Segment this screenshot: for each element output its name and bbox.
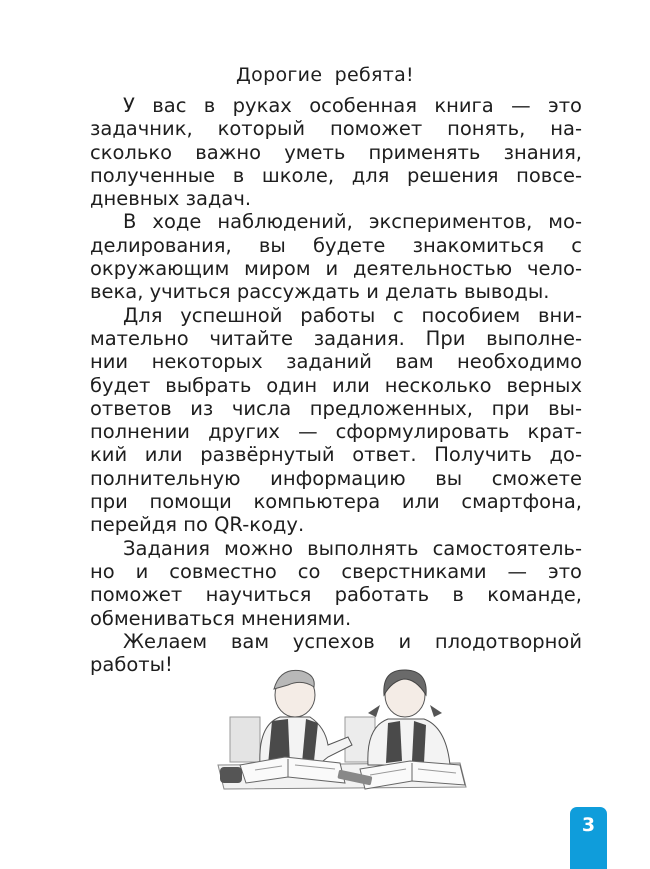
text-line: будет выбрать один или несколько верных xyxy=(90,373,582,397)
text-line: задачник, который поможет понять, на- xyxy=(90,117,582,141)
text-line: полнительную информацию вы сможете xyxy=(90,466,582,490)
body-text xyxy=(90,94,582,676)
text-line: окружающим миром и деятельностью чело- xyxy=(90,257,582,281)
text-line: века, учиться рассуждать и делать выводы. xyxy=(90,280,550,304)
text-line: обмениваться мнениями. xyxy=(90,606,352,630)
text-line: делирования, вы будете знакомиться с xyxy=(90,233,582,257)
page-number-tab xyxy=(570,807,607,869)
text-line: мательно читайте задания. При выполне- xyxy=(90,326,582,350)
text-line: ответов из числа предложенных, при вы- xyxy=(90,396,582,420)
text-line: полнении других — сформулировать крат- xyxy=(90,420,582,444)
text-line: нии некоторых заданий вам необходимо xyxy=(90,350,582,374)
text-line: У вас в руках особенная книга — это xyxy=(123,94,582,117)
text-line: дневных задач. xyxy=(90,187,252,211)
text-line: кий или развёрнутый ответ. Получить до- xyxy=(90,443,582,467)
text-line: поможет научиться работать в команде, xyxy=(90,583,582,607)
text-line: перейдя по QR-коду. xyxy=(90,513,305,537)
text-line: при помощи компьютера или смартфона, xyxy=(90,490,582,514)
children-at-desks-illustration xyxy=(210,665,475,805)
text-line: В ходе наблюдений, экспериментов, мо- xyxy=(123,210,582,234)
text-line: сколько важно уметь применять знания, xyxy=(90,140,582,164)
text-line: но и совместно со сверстниками — это xyxy=(90,559,582,583)
page-title: Дорогие ребята! xyxy=(236,64,414,86)
page-number: 3 xyxy=(581,814,596,836)
text-line: работы! xyxy=(90,653,173,677)
text-line: полученные в школе, для решения повсе- xyxy=(90,163,582,187)
text-line: Для успешной работы с пособием вни- xyxy=(123,303,582,327)
text-line: Желаем вам успехов и плодотворной xyxy=(123,629,582,653)
text-line: Задания можно выполнять самостоятель- xyxy=(123,536,582,560)
